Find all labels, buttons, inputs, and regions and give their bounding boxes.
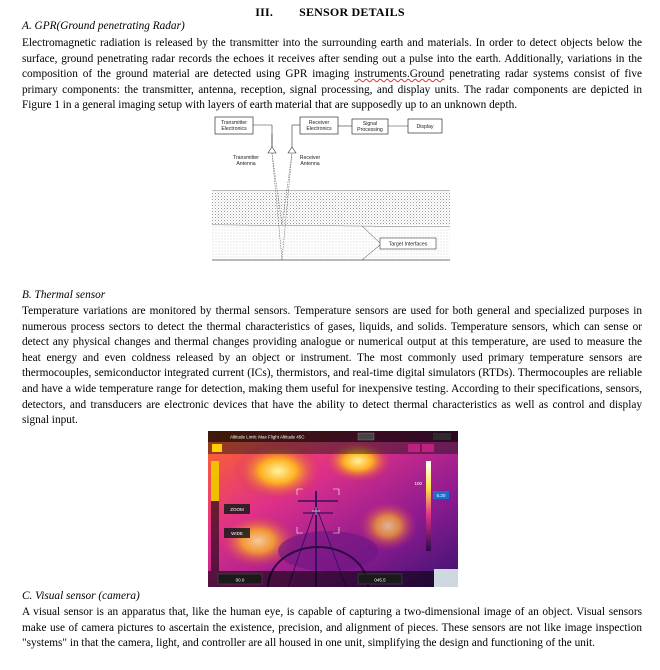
section-number: III. [255, 5, 274, 19]
transmitter-electronics-label-1: Transmitter [220, 120, 248, 126]
ground-layer-1 [212, 191, 450, 225]
scale-marker-value: 6.20 [436, 493, 446, 498]
gpr-text-part1: Electromagnetic radiation is released by the transmitter into the surrounding earth and materials. In order to detect objects below the surface, ground penetrating radar records the echoes it receives after sending out a pulse into the earth. Additionally, variations in the composition of the ground material are detected using GPR imaging [22, 37, 642, 81]
altitude-limit-text: Altitude Limit: Max Flight Altitude 45C [230, 434, 305, 440]
visual-paragraph: A visual sensor is an apparatus that, like the human eye, is capable of capturing a two-dimensional image of an object. Visual sensors make use of camera pictures to ascertain the existence, precision, and alignment of pieces. These sensors are not like image inspection "systems" in that the camera, light, and controller are all housed in one unit, simplifying the design and functioning of the unit. [22, 606, 642, 650]
wide-label: WIDE [231, 531, 243, 536]
gpr-heading: A. GPR(Ground penetrating Radar) [22, 20, 185, 32]
gpr-text-part2: penetrating radar systems consist of five primary components: the transmitter, antenna, reception, signal processing, and display units. The radar components are depicted in Figure 1 in a general imaging setup with layers of earth material that are supposedly up to an unknown depth. [22, 68, 642, 112]
transmitter-antenna-label-1: Transmitter [232, 155, 260, 161]
section-heading [0, 5, 660, 20]
transmitter-antenna-icon [268, 147, 276, 153]
transmitter-electronics-label-2: Electronics [221, 126, 247, 132]
receiver-antenna-icon [288, 147, 296, 153]
thermal-paragraph: Temperature variations are monitored by thermal sensors. Temperature sensors are used for both general and specialized purposes in numerous process sectors to detect the thermal characteristics of gases, liquids, and solids. Temperature sensors, which can sense or detect any physical changes and thermal changes providing analogue or numerical output at this temperature, are used to measure the heat energy and even coldness released by an object or instrument. The most commonly used primary temperature sensors are thermocouples, semiconductor integrated current (ICs), thermistors, and real-time digital simulators (RTDs). Thermocouples are reliable and have a wide temperature range for detection, making them useful for inexpensive testing. According to their specifications, sensors, detectors, and transducers are electronic devices that have the ability to detect thermal characteristics as well as control and display signal input. [22, 305, 642, 427]
section-title: SENSOR DETAILS [299, 5, 405, 19]
spellcheck-squiggle-word: instruments.Ground [354, 68, 445, 81]
temperature-scale-bar [426, 461, 431, 551]
thermal-image-svg [208, 431, 458, 587]
signal-processing-label-2: Processing [357, 127, 383, 133]
receiver-electronics-label-1: Receiver [308, 120, 330, 126]
map-thumbnail[interactable] [434, 569, 458, 587]
gpr-diagram-svg [212, 115, 450, 283]
thermal-camera-image [208, 431, 458, 587]
left-readout-value: 00.0 [235, 577, 245, 583]
thermal-heading: B. Thermal sensor [22, 289, 106, 301]
transmitter-antenna-label-2: Antenna [236, 161, 256, 167]
receiver-antenna-label-2: Antenna [300, 161, 320, 167]
target-interfaces-label: Target Interfaces [388, 241, 428, 248]
zoom-label: ZOOM [230, 507, 244, 512]
camera-mode-button[interactable] [212, 444, 222, 452]
receiver-antenna-label-1: Receiver [299, 155, 321, 161]
display-label: Display [416, 124, 434, 130]
gpr-diagram [212, 115, 450, 283]
scale-top-value: 100 [414, 481, 422, 486]
visual-heading: C. Visual sensor (camera) [22, 590, 140, 602]
receiver-electronics-label-2: Electronics [306, 126, 332, 132]
gpr-paragraph [22, 36, 642, 114]
right-readout-value: 045.5 [374, 577, 386, 583]
signal-processing-label-1: Signal [362, 121, 378, 127]
